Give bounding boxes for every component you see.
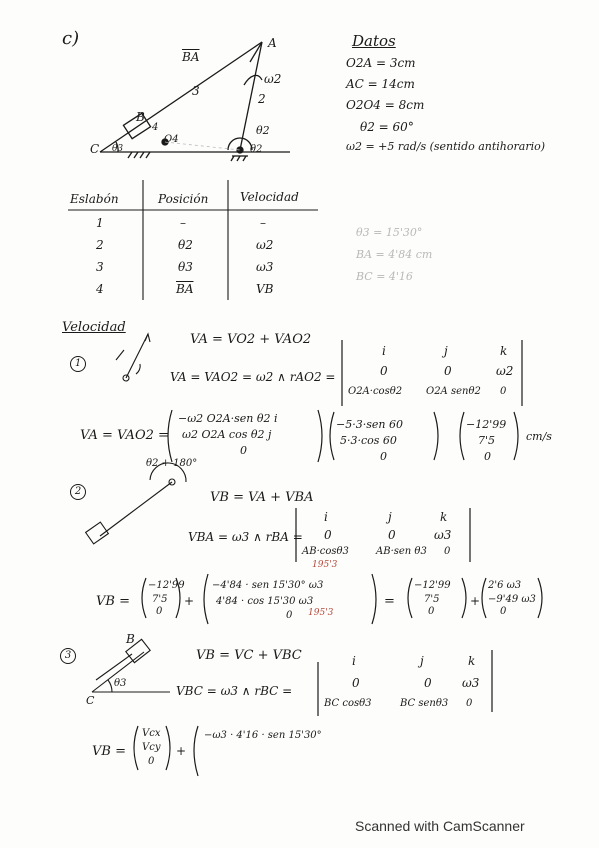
step2-red-note2: 195'3 [308, 608, 334, 618]
step1-col2: −5·3·sen 60 [336, 418, 403, 431]
faint-note: BA = 4'84 cm [356, 248, 433, 261]
step3-plus: + [176, 744, 187, 758]
table-cell: $\overline{BA}$ [176, 282, 194, 296]
step2-col1: 7'5 [152, 594, 168, 605]
step2-col3: −12'99 [414, 580, 451, 591]
table-cell: θ3 [178, 260, 193, 274]
table-cell: 4 [96, 282, 104, 296]
step2-eq1: VB = VA + VBA [210, 490, 314, 505]
step1-col1: −ω2 O2A·sen θ2 i [178, 412, 278, 425]
det1-cell: j [444, 344, 448, 358]
det3-cell: i [352, 654, 356, 668]
table-cell: VB [256, 282, 274, 296]
step1-col2: 0 [380, 450, 387, 463]
det3-cell: 0 [424, 676, 432, 690]
det2-cell: ω3 [434, 528, 452, 542]
table-cell: 2 [96, 238, 104, 252]
table-header: Posición [158, 192, 209, 206]
det3-cell: k [468, 654, 476, 668]
datos-line: O2O4 = 8cm [346, 98, 425, 112]
step2-red-note: 195'3 [312, 560, 338, 570]
det1-cell: 0 [500, 386, 507, 397]
step1-unit: cm/s [526, 430, 552, 443]
table-cell: ω3 [256, 260, 274, 274]
diagram-label-b: B [136, 110, 145, 124]
det2-cell: 0 [444, 546, 451, 557]
step3-label-theta3: θ3 [114, 678, 127, 689]
diagram-label-o4: O4 [164, 134, 179, 145]
det1-cell: O2A·cosθ2 [348, 386, 403, 397]
det1-cell: 0 [380, 364, 388, 378]
det2-cell: j [388, 510, 392, 524]
table-cell: 3 [96, 260, 104, 274]
datos-line: ω2 = +5 rad/s (sentido antihorario) [346, 140, 546, 153]
step2-angle-note: θ2 + 180° [146, 458, 198, 469]
det2-cell: AB·sen θ3 [376, 546, 427, 557]
faint-note: BC = 4'16 [356, 270, 413, 283]
step1-eq1: VA = VO2 + VAO2 [190, 332, 312, 347]
table-cell: – [180, 216, 186, 230]
step-marker-2: 2 [70, 484, 86, 500]
step1-eq3-left: VA = VAO2 = [80, 428, 169, 443]
det1-cell: k [500, 344, 508, 358]
det2-cell: AB·cosθ3 [302, 546, 349, 557]
diagram-label-3: 3 [192, 84, 200, 98]
det3-cell: 0 [352, 676, 360, 690]
step2-col4: −9'49 ω3 [488, 594, 536, 605]
det1-cell: O2A senθ2 [426, 386, 481, 397]
table-cell: θ2 [178, 238, 193, 252]
step1-col1: 0 [240, 444, 247, 457]
diagram-label-w2: ω2 [264, 72, 282, 86]
step2-col3: 7'5 [424, 594, 440, 605]
det3-cell: 0 [466, 698, 473, 709]
step2-col3: 0 [428, 606, 435, 617]
step1-eq2: VA = VAO2 = ω2 ∧ rAO2 = [170, 370, 336, 384]
det3-cell: ω3 [462, 676, 480, 690]
step2-col4: 0 [500, 606, 507, 617]
step-marker-3: 3 [60, 648, 76, 664]
step2-plus: + [470, 594, 481, 608]
det1-cell: i [382, 344, 386, 358]
step3-label-b: B [126, 632, 135, 646]
step3-label-c: C [86, 694, 95, 707]
det2-cell: 0 [388, 528, 396, 542]
step2-eq: = [384, 594, 395, 609]
diagram-label-2: 2 [258, 92, 266, 106]
step3-col1: Vcx [142, 728, 161, 739]
step3-eq2: VBC = ω3 ∧ rBC = [176, 684, 293, 698]
diagram-label-ba: $\overline{BA}$ [182, 50, 200, 64]
step2-col2: 4'84 · cos 15'30 ω3 [216, 596, 314, 607]
det3-cell: j [420, 654, 424, 668]
table-header: Velocidad [240, 190, 299, 204]
table-header: Eslabón [70, 192, 119, 206]
datos-line: O2A = 3cm [346, 56, 416, 70]
diagram-label-theta3: θ3 [112, 144, 124, 154]
datos-line: θ2 = 60° [360, 120, 414, 134]
scanner-watermark: Scanned with CamScanner [355, 818, 525, 834]
step2-col2: −4'84 · sen 15'30° ω3 [212, 580, 324, 591]
step1-col3: −12'99 [466, 418, 507, 431]
step3-col1: Vcy [142, 742, 161, 753]
step3-col1: 0 [148, 756, 155, 767]
det1-cell: ω2 [496, 364, 514, 378]
det3-cell: BC cosθ3 [324, 698, 372, 709]
step-marker-1: 1 [70, 356, 86, 372]
diagram-label-o2: θ2 [250, 144, 263, 155]
step2-vb: VB = [96, 594, 130, 609]
step2-col2: 0 [286, 610, 293, 621]
datos-title: Datos [352, 32, 396, 50]
step3-vb: VB = [92, 744, 126, 759]
step2-col1: 0 [156, 606, 163, 617]
diagram-label-theta2: θ2 [256, 124, 270, 137]
step3-eq1: VB = VC + VBC [196, 648, 302, 663]
det2-cell: 0 [324, 528, 332, 542]
velocidad-title: Velocidad [62, 320, 126, 335]
datos-line: AC = 14cm [346, 77, 415, 91]
step2-eq2: VBA = ω3 ∧ rBA = [188, 530, 303, 544]
step3-col2: −ω3 · 4'16 · sen 15'30° [204, 730, 322, 741]
det2-cell: i [324, 510, 328, 524]
det2-cell: k [440, 510, 448, 524]
step1-col3: 0 [484, 450, 491, 463]
step1-col3: 7'5 [478, 434, 496, 447]
diagram-label-a: A [268, 36, 277, 50]
step1-col1: ω2 O2A cos θ2 j [182, 428, 272, 441]
det1-cell: 0 [444, 364, 452, 378]
step2-col1: −12'99 [148, 580, 185, 591]
diagram-label-c: C [90, 142, 100, 156]
table-cell: 1 [96, 216, 104, 230]
diagram-label-4: 4 [152, 122, 159, 133]
step2-col4: 2'6 ω3 [488, 580, 522, 591]
section-label: c) [62, 28, 80, 49]
det3-cell: BC senθ3 [400, 698, 449, 709]
table-cell: – [260, 216, 266, 230]
table-cell: ω2 [256, 238, 274, 252]
faint-note: θ3 = 15'30° [356, 226, 423, 239]
step2-plus: + [184, 594, 195, 608]
step1-col2: 5·3·cos 60 [340, 434, 397, 447]
